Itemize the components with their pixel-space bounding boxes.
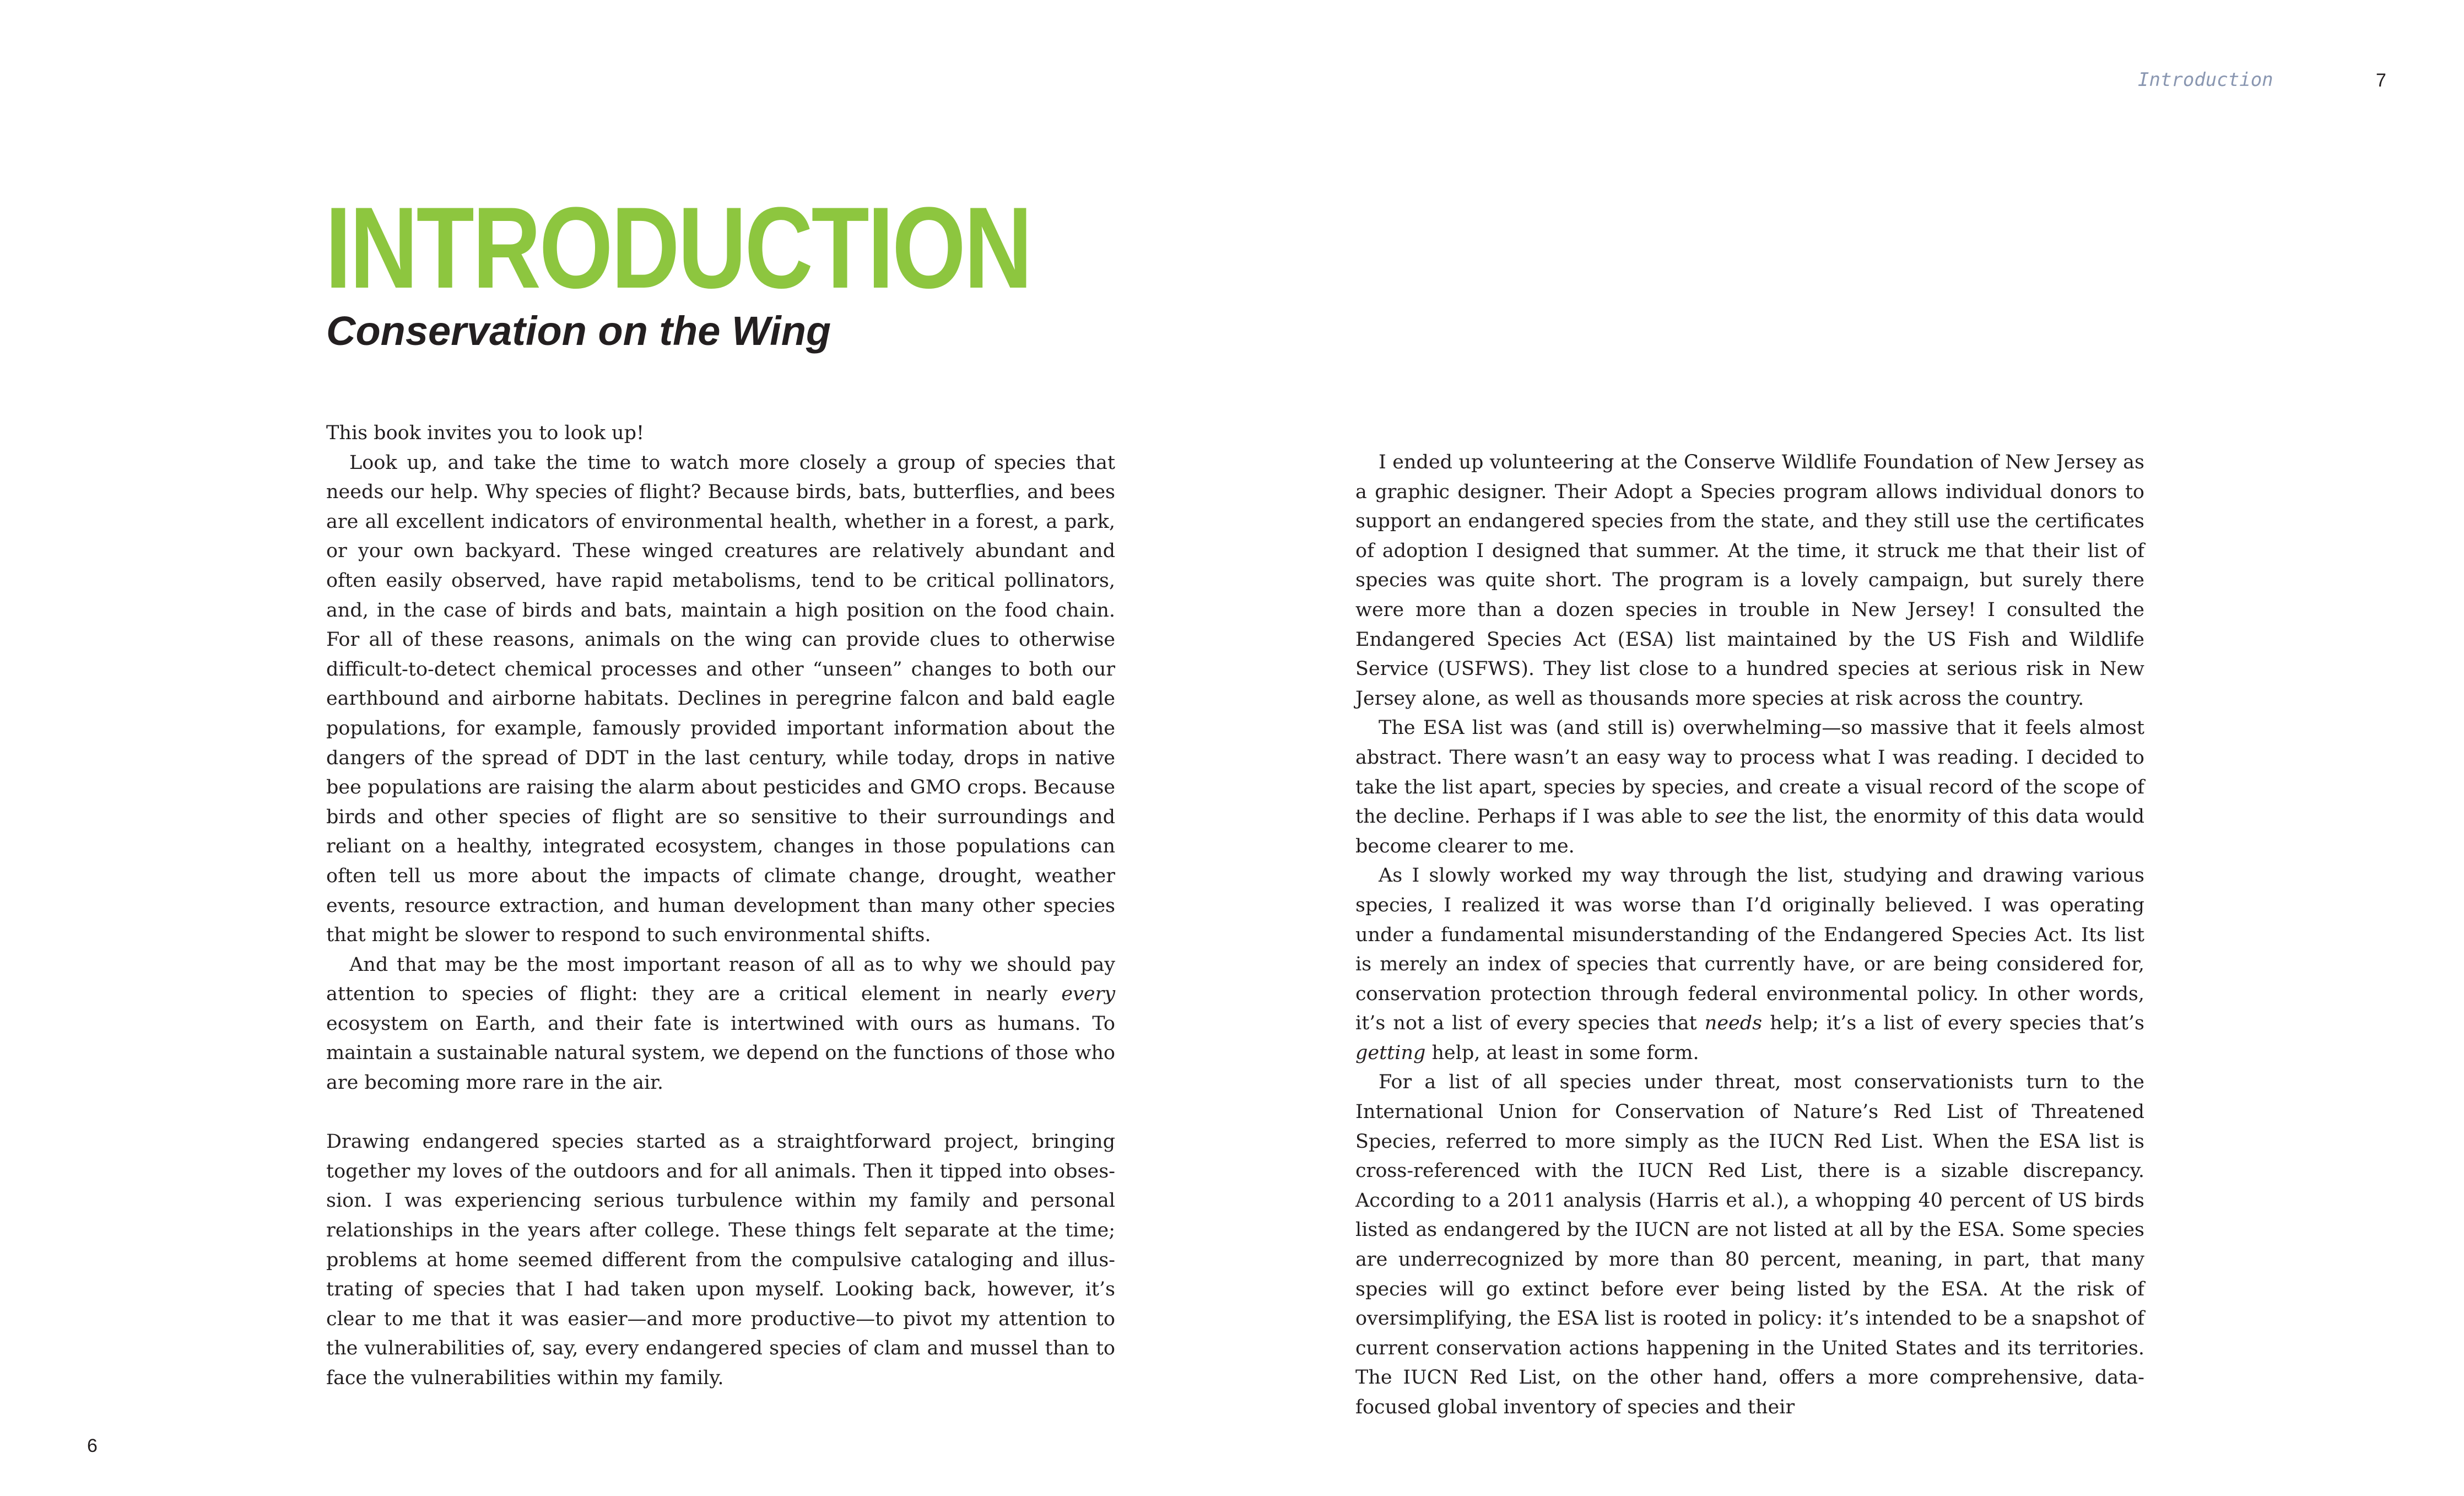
page-number-left: 6 [87,1435,98,1456]
left-text-column [326,419,1115,1394]
paragraph [1355,714,2144,861]
text-run: And that may be the most important reason of all as to why we should pay attention to species of flight: they are a critical element in nearly [326,953,1115,1006]
paragraph: Drawing endangered species started as a straightforward project, bringing together my loves of the outdoors and for all animals. Then it tipped into obsession. I was experiencing serious turbulence within my family and personal relationships in the years after college. These things felt separate at the time; problems at home seemed different from the compulsive cataloging and illustrating of species that I had taken upon myself. Looking back, however, it’s clear to me that it was easier—and more productive—to pivot my attention to the vulnerabilities of, say, every endangered species of clam and mussel than to face the vulnerabilities within my family. [326,1131,1115,1389]
chapter-title: INTRODUCTION [325,183,1031,312]
paragraph [1355,861,2144,1068]
right-text-column [1355,448,2144,1423]
emphasis: every [1061,983,1115,1006]
text-run: The ESA list was (and still is) overwhelming—so massive that it feels almost abstract. There wasn’t an easy way to process what I was reading. I decided to take the list apart, species by species, and create a visual record of the scope of the decline. Perhaps if I was able to [1355,717,2144,828]
chapter-subtitle: Conservation on the Wing [326,308,831,354]
text-run: help; it’s a list of every species that’s [1762,1012,2144,1035]
paragraph [326,950,1115,1098]
text-run: As I slowly worked my way through the list, studying and drawing various species, I realized it was worse than I’d originally believed. I was operating under a fundamental misunderstanding of the Endangered Species Act. Its list is merely an index of species that currently have, or are being considered for, conservation protection through federal environmental policy. In other words, it’s not a list of every species that [1355,865,2144,1035]
paragraph: This book invites you to look up! [326,422,645,444]
paragraph: For a list of all species under threat, most conservationists turn to the International Union for Conservation of Nature’s Red List of Threatened Species, referred to more simply as the IUCN Red List. When the ESA list is cross-referenced with the IUCN Red List, there is a sizable discrepancy. According to a 2011 analysis (Harris et al.), a whopping 40 percent of US birds listed as endangered by the IUCN are not listed at all by the ESA. Some species are underrecognized by more than 80 percent, meaning, in part, that many species will go extinct before ever being listed by the ESA. At the risk of oversimplifying, the ESA list is rooted in policy: it’s intended to be a snapshot of current conservation actions happening in the United States and its territories. The IUCN Red List, on the other hand, offers a more comprehensive, data-focused global inventory of species and their [1355,1071,2144,1418]
running-head: Introduction [2138,69,2273,91]
emphasis: needs [1704,1012,1763,1035]
paragraph: Look up, and take the time to watch more closely a group of species that needs our help. Why species of flight? Because birds, bats, butterflies, and bees are all excellent indicators of environmental health, whether in a forest, a park, or your own backyard. These winged creatures are relatively abundant and often easily observed, have rapid metabolisms, tend to be critical pollinators, and, in the case of birds and bats, maintain a high position on the food chain. For all of these reasons, animals on the wing can provide clues to otherwise difficult-to-detect chemical processes and other “unseen” changes to both our earthbound and airborne habitats. Declines in peregrine falcon and bald eagle populations, for example, famously provided important information about the dangers of the spread of DDT in the last century, while today, drops in native bee populations are raising the alarm about pesticides and GMO crops. Because birds and other species of flight are so sensitive to their surroundings and reliant on a healthy, integrated ecosystem, changes in those populations can often tell us more about the impacts of climate change, drought, weather events, resource extraction, and human development than many other species that might be slower to respond to such environmental shifts. [326,451,1115,947]
emphasis: see [1715,806,1748,828]
text-run: ecosystem on Earth, and their fate is intertwined with ours as humans. To maintain a sustainable natural system, we depend on the functions of those who are becoming more rare in the air. [326,1012,1115,1094]
paragraph: I ended up volunteering at the Conserve Wildlife Foundation of New Jersey as a graphic designer. Their Adopt a Species program allows individual donors to support an endangered species from the state, and they still use the certificates of adoption I designed that summer. At the time, it struck me that their list of species was quite short. The program is a lovely campaign, but surely there were more than a dozen species in trouble in New Jersey! I consulted the Endangered Species Act (ESA) list maintained by the US Fish and Wildlife Service (USFWS). They list close to a hundred species at serious risk in New Jersey alone, as well as thousands more species at risk across the country. [1355,451,2144,710]
text-run: the list, the enormity of this data would become clearer to me. [1355,806,2144,857]
emphasis: getting [1355,1041,1426,1064]
text-run: help, at least in some form. [1425,1041,1699,1064]
page-number-right: 7 [2376,70,2386,91]
